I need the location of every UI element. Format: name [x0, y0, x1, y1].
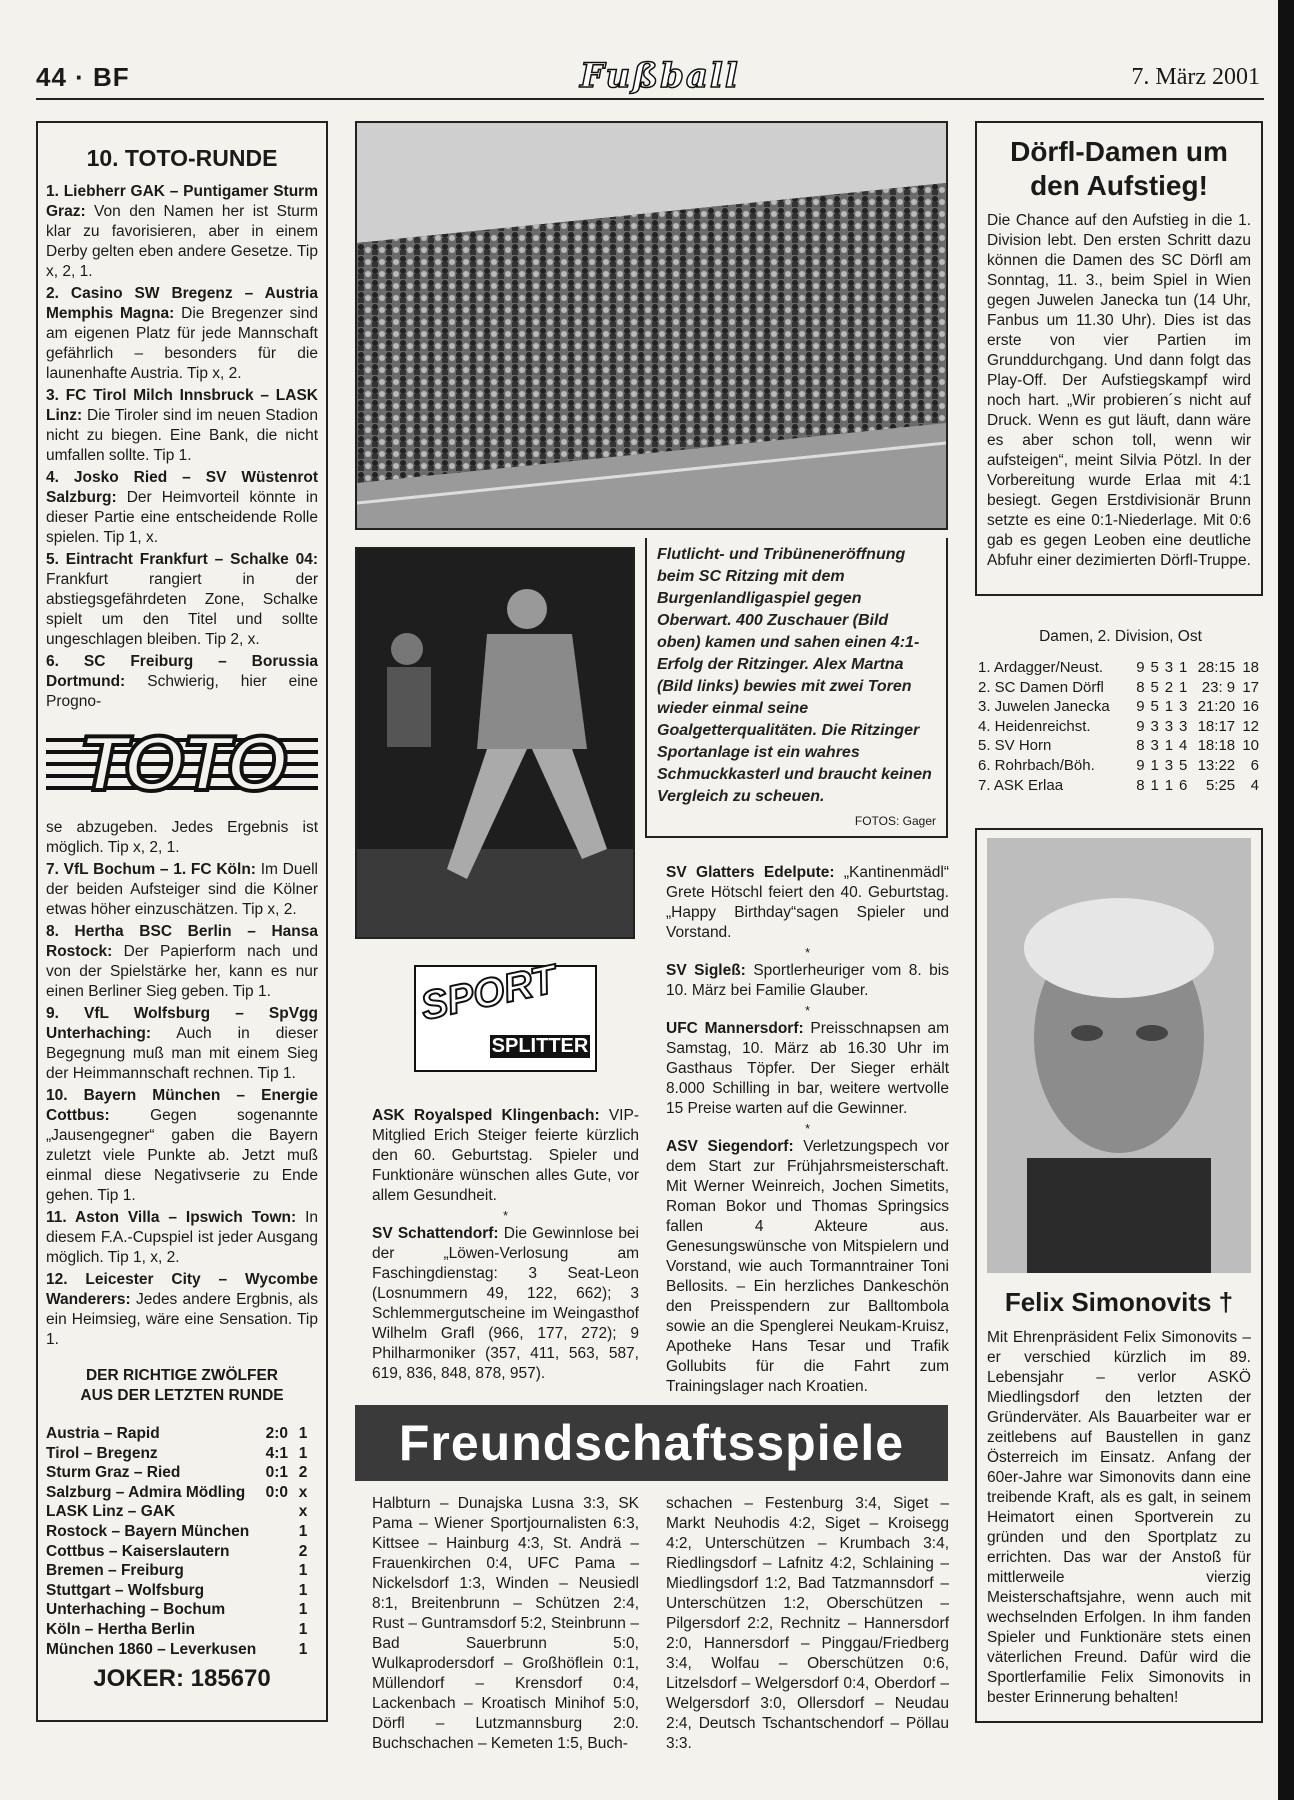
results-match: LASK Linz – GAK — [46, 1503, 176, 1521]
paragraph-heading: 10. Bayern München – Energie Cottbus: — [46, 1087, 318, 1124]
player-photo-image — [357, 549, 633, 937]
results-row — [46, 1542, 318, 1562]
standings-cell: 1 — [1178, 678, 1188, 696]
toto-tips-top — [38, 182, 326, 712]
results-row — [46, 1444, 318, 1464]
table-title: Damen, 2. Division, Ost — [1039, 628, 1202, 645]
toto-box — [36, 121, 328, 1722]
results-tip: 2 — [298, 1464, 308, 1482]
results-tip: 2 — [298, 1542, 308, 1560]
paragraph-heading: 7. VfL Bochum – 1. FC Köln: — [46, 861, 256, 878]
sport-logo-top: SPORT — [416, 957, 561, 1029]
toto-logo — [46, 718, 318, 810]
paragraph-heading: SV Glatters Edelpute: — [666, 864, 835, 881]
paragraph — [46, 860, 318, 920]
joker-number: JOKER: 185670 — [93, 1665, 271, 1693]
standings-cell: 9 — [1136, 717, 1145, 735]
toto-title: 10. TOTO-RUNDE — [86, 145, 278, 171]
results-row — [46, 1502, 318, 1522]
paragraph-text: Gegen sogenannte „Jausengegner“ gaben die Bayern zuletzt viele Punkte ab. Jetzt muß einmal diese Negativserie zu Ende gehen. Tip 1. — [46, 1107, 318, 1204]
obit-box — [975, 828, 1263, 1723]
right-edge-shadow — [1278, 0, 1294, 1800]
friendly-text-1: Halbturn – Dunajska Lusna 3:3, SK Pama – Wiener Sportjournalisten 6:3, Kittsee – Hainburg 4:3, St. Andrä – Frauenkirchen 0:4, UFC Pama – Nickelsdorf 1:3, Winden – Neusiedl 8:1, Breitenbrunn – Schützen 2:4, Rust – Guntramsdorf 5:2, Steinbrunn – Bad Sauerbrunn 5:0, Wulkaprodersdorf – Großhöflein 0:1, Müllendorf – Krensdorf 0:4, Lackenbach – Kroatisch Minihof 5:0, Dörfl – Lutzmannsburg 2:0. Buchschachen – Kemeten 1:5, Buch- — [372, 1495, 639, 1752]
paragraph-heading: 6. SC Freiburg – Borussia Dortmund: — [46, 653, 318, 690]
standings-cell: 3 — [1150, 737, 1159, 755]
photo-caption: Flutlicht- und Tribüneneröffnung beim SC Ritzing mit dem Burgenlandligaspiel gegen Oberwart. 400 Zuschauer (Bild oben) kamen und sahen einen 4:1-Erfolg der Ritzinger. Alex Martna (Bild links) bewies mit zwei Toren wieder einmal seine Goalgetterqualitäten. Die Ritzinger Sportanlage ist ein wahres Schmuckkasterl und braucht keinen Vergleich zu scheuen. — [657, 546, 932, 805]
standings-cell: 5:25 — [1205, 776, 1236, 794]
paragraph-text: Auch in dieser Begegnung muß man mit einem Sieg der Heimmannschaft rechnen. Tip 1. — [46, 1025, 318, 1082]
results-match: Salzburg – Admira Mödling — [46, 1483, 246, 1501]
results-row — [46, 1424, 318, 1444]
standings-cell: 5 — [1150, 698, 1159, 716]
paragraph — [46, 1270, 318, 1350]
standings-cell: 16 — [1242, 698, 1259, 716]
toto-logo-text: TOTO — [79, 719, 285, 807]
standings-cell: 1 — [1164, 698, 1174, 716]
paragraph-text: Von den Namen her ist Sturm klar zu favorisieren, aber in einem Derby gelten eben andere Gesetze. Tip x, 2, 1. — [46, 203, 318, 280]
results-row — [46, 1561, 318, 1581]
paragraph-heading: SV Schattendorf: — [372, 1225, 499, 1242]
paragraph — [46, 550, 318, 650]
doerfl-box — [975, 121, 1263, 596]
standings-cell: 3 — [1150, 717, 1159, 735]
results-title — [38, 1366, 326, 1406]
paragraph-text: Frankfurt rangiert in der abstiegsgefährdeten Zone, Schalke spielt um den Titel und sollte ungeschlagen bleiben. Tip 2, x. — [46, 571, 318, 648]
results-match: Köln – Hertha Berlin — [46, 1620, 195, 1638]
paragraph-text: Jedes andere Ergbnis, als ein Heimsieg, wäre eine Sensation. Tip 1. — [46, 1291, 318, 1348]
paragraph — [666, 1019, 949, 1119]
results-title-line1: DER RICHTIGE ZWÖLFER — [85, 1367, 279, 1384]
paragraph-text: se abzugeben. Jedes Ergebnis ist möglich. Tip x, 2, 1. — [46, 819, 318, 856]
paragraph-text: Im Duell der beiden Aufsteiger sind die Kölner etwas höher einzuschätzen. Tip x, 2. — [46, 861, 318, 918]
paragraph-text: VIP-Mitglied Erich Steiger feierte kürzlich den 60. Geburtstag. Spieler und Funktionäre wünschen alles Gute, vor allem Gesundheit. — [372, 1107, 639, 1204]
paragraph — [46, 182, 318, 282]
paragraph — [46, 652, 318, 712]
paragraph-text: Der Heimvorteil könnte in dieser Partie eine entscheidende Rolle spielen. Tip 1, x. — [46, 489, 318, 546]
standings-cell: 3. Juwelen Janecka — [978, 698, 1110, 716]
standings-cell: 23: 9 — [1201, 678, 1236, 696]
standings-cell: 18:18 — [1197, 737, 1236, 755]
results-score — [265, 1561, 288, 1581]
paragraph-heading: 9. VfL Wolfsburg – SpVgg Unterhaching: — [46, 1005, 318, 1042]
paragraph — [666, 863, 949, 943]
paragraph — [372, 1106, 639, 1206]
paragraph-text: Preisschnapsen am Samstag, 10. März ab 16.30 Uhr im Gasthaus Töpfer. Der Sieger erhält 8.000 Schilling in bar, weitere wertvolle 15 Preise warten auf die Gewinner. — [666, 1020, 949, 1117]
results-score — [265, 1581, 288, 1601]
standings-cell: 12 — [1242, 717, 1259, 735]
standings-cell: 4 — [1178, 737, 1188, 755]
friendly-col-2 — [666, 1494, 949, 1756]
standings-row — [978, 717, 1263, 737]
results-match: Stuttgart – Wolfsburg — [46, 1581, 205, 1599]
sport-logo-bottom: SPLITTER — [491, 1035, 589, 1057]
paragraph-heading: 3. FC Tirol Milch Innsbruck – LASK Linz: — [46, 387, 318, 424]
results-score: 4:1 — [265, 1444, 288, 1462]
standings-cell: 9 — [1136, 698, 1145, 716]
results-tip: 1 — [298, 1581, 308, 1599]
results-score — [265, 1600, 288, 1620]
standings-row — [978, 658, 1263, 678]
results-table — [46, 1424, 318, 1659]
page-number: 44 · BF — [36, 62, 130, 92]
paragraph-heading: SV Sigleß: — [666, 962, 746, 979]
doerfl-title-2: den Aufstieg! — [1030, 170, 1208, 201]
results-tip: 1 — [298, 1444, 308, 1462]
standings-cell: 6 — [1178, 776, 1188, 794]
paragraph-text: „Kantinenmädl“ Grete Hötschl feiert den 40. Geburtstag. „Happy Birthday“sagen Spieler und Vorstand. — [666, 864, 949, 941]
standings-cell: 10 — [1242, 737, 1259, 755]
standings-cell: 1 — [1164, 776, 1174, 794]
paragraph-text: Die Tiroler sind im neuen Stadion nicht zu biegen. Eine Bank, die nicht umfallen sollte. Tip 1. — [46, 407, 318, 464]
standings-cell: 6. Rohrbach/Böh. — [978, 756, 1095, 774]
results-match: Bremen – Freiburg — [46, 1562, 184, 1580]
separator-star: * — [804, 945, 811, 960]
paragraph-text: Die Bregenzer sind am eigenen Platz für jede Mannschaft gefährlich – besonders für die launenhafte Austria. Tip x, 2. — [46, 305, 319, 382]
standings-cell: 1. Ardagger/Neust. — [978, 659, 1104, 676]
sport-splitter-logo — [414, 957, 597, 1072]
paragraph — [46, 284, 318, 384]
separator-star: * — [502, 1208, 509, 1223]
separator-star: * — [804, 1003, 811, 1018]
results-tip: 1 — [298, 1640, 308, 1658]
standings-cell: 3 — [1178, 698, 1188, 716]
paragraph-heading: 11. Aston Villa – Ipswich Town: — [46, 1209, 297, 1226]
portrait-image — [987, 838, 1251, 1273]
standings-cell: 5 — [1178, 756, 1188, 774]
paragraph — [46, 818, 318, 858]
section-title: Fußball — [580, 56, 740, 96]
paragraph-heading: 4. Josko Ried – SV Wüstenrot Salzburg: — [46, 469, 318, 506]
results-score — [265, 1620, 288, 1640]
paragraph-text: Schwierig, hier eine Progno- — [46, 673, 318, 710]
paragraph — [372, 1224, 639, 1384]
results-tip: 1 — [298, 1522, 308, 1540]
standings-cell: 3 — [1164, 756, 1174, 774]
toto-tips-bottom — [38, 818, 326, 1350]
obit-text: Mit Ehrenpräsident Felix Simonovits – er verschied kürzlich im 89. Lebensjahr – verlor ASKÖ Miedlingsdorf den letzten der Gründerväter. Als Bauarbeiter war er zeitlebens auf Baustellen in ganz Österreich im Einsatz. Anfang der 60er-Jahre war Simonovits dann eine treibende Kraft, als es galt, in seinem Heimatort einen Sportverein zu gründen und den Sportplatz zu errichten. Das war der Anstoß für mittlerweile vierzig Meisterschaftsjahre, wenn auch mit wechselnden Erfolgen. In ihm fanden Spieler und Funktionäre stets einen väterlichen Freund. Dafür wird die Sportlerfamilie Felix Simonovits in bester Erinnerung behalten! — [987, 1329, 1251, 1706]
paragraph-heading: 12. Leicester City – Wycombe Wanderers: — [46, 1271, 318, 1308]
standings-row — [978, 697, 1263, 717]
obit-title: Felix Simonovits † — [1004, 1287, 1234, 1317]
obit-portrait — [987, 838, 1251, 1273]
standings-cell: 8 — [1136, 678, 1145, 696]
standings-cell: 28:15 — [1197, 659, 1236, 676]
results-tip: x — [298, 1503, 308, 1521]
stadium-photo — [355, 121, 948, 530]
results-score — [265, 1522, 288, 1542]
standings-cell: 2. SC Damen Dörfl — [978, 678, 1104, 696]
paragraph — [46, 1004, 318, 1084]
standings-row — [978, 776, 1263, 796]
friendly-text-2: schachen – Festenburg 3:4, Siget – Markt Neuhodis 4:2, Siget – Kroisegg 4:2, Unterschützen – Krumbach 3:4, Riedlingsdorf – Lafnitz 4:2, Schlaining – Miedlingsdorf 1:2, Bad Tatzmannsdorf – Unterschützen 1:2, Oberschützen – Pilgersdorf 2:2, Rechnitz – Hannersdorf 2:0, Hannersdorf – Pinggau/Friedberg 3:4, Wolfau – Oberschützen 0:6, Litzelsdorf – Welgersdorf 0:4, Oberdorf – Welgersdorf 3:0, Ollersdorf – Neudau 2:4, Deutsch Tschantschendorf – Pöllau 3:3. — [666, 1495, 949, 1752]
standings-cell: 9 — [1136, 756, 1145, 774]
paragraph — [46, 922, 318, 1002]
paragraph-heading: 2. Casino SW Bregenz – Austria Memphis Magna: — [46, 285, 318, 322]
paragraph-heading: ASV Siegendorf: — [666, 1138, 794, 1155]
standings-cell: 5. SV Horn — [978, 737, 1052, 755]
standings-cell: 21:20 — [1197, 698, 1236, 716]
league-table — [978, 628, 1263, 795]
results-match: Cottbus – Kaiserslautern — [46, 1542, 230, 1560]
results-match: Unterhaching – Bochum — [46, 1601, 226, 1619]
friendly-col-1 — [372, 1494, 639, 1756]
results-match: Rostock – Bayern München — [46, 1522, 250, 1540]
standings-cell: 3 — [1164, 717, 1174, 735]
standings-cell: 8 — [1136, 737, 1145, 755]
separator-star: * — [804, 1121, 811, 1136]
standings-cell: 4 — [1250, 776, 1259, 794]
results-row — [46, 1581, 318, 1601]
paragraph — [46, 1086, 318, 1206]
paragraph-text: Sportlerheuriger vom 8. bis 10. März bei Familie Glauber. — [666, 962, 949, 999]
paragraph — [46, 1208, 318, 1268]
paragraph-text: Die Gewinnlose bei der „Löwen-Verlosung am Faschingdienstag: 3 Seat-Leon (Losnummern 49, 122, 662); 3 Schlemmergutscheine im Weingasthof Wilhelm Grafl (966, 177, 272); 9 Philharmoniker (357, 411, 563, 587, 619, 836, 848, 878, 957). — [372, 1225, 639, 1382]
photo-credit: FOTOS: Gager — [854, 814, 936, 828]
standings-cell: 4. Heidenreichst. — [978, 717, 1091, 735]
results-tip: 1 — [298, 1425, 308, 1442]
standings-cell: 7. ASK Erlaa — [978, 776, 1064, 794]
standings-cell: 8 — [1136, 776, 1145, 794]
header-rule — [36, 98, 1264, 100]
paragraph-heading: UFC Mannersdorf: — [666, 1020, 804, 1037]
paragraph — [666, 961, 949, 1001]
standings-cell: 13:22 — [1197, 756, 1236, 774]
doerfl-title-1: Dörfl-Damen um — [1010, 136, 1228, 167]
results-tip: x — [298, 1483, 308, 1501]
paragraph-heading: ASK Royalsped Klingenbach: — [372, 1107, 600, 1124]
results-tip: 1 — [298, 1562, 308, 1580]
paragraph-text: In diesem F.A.-Cupspiel ist jeder Ausgang möglich. Tip 1, x, 2. — [46, 1209, 318, 1266]
results-row — [46, 1463, 318, 1483]
results-match: Tirol – Bregenz — [46, 1444, 158, 1462]
standings-cell: 3 — [1164, 659, 1174, 676]
standings-cell: 1 — [1150, 756, 1159, 774]
paragraph-heading: 1. Liebherr GAK – Puntigamer Sturm Graz: — [46, 183, 318, 220]
paragraph-heading: 5. Eintracht Frankfurt – Schalke 04: — [46, 551, 318, 568]
standings-cell: 5 — [1150, 659, 1159, 676]
splitter-left — [372, 1106, 639, 1386]
standings-cell: 2 — [1164, 678, 1174, 696]
standings-row — [978, 736, 1263, 756]
standings-row — [978, 678, 1263, 698]
standings-cell: 1 — [1178, 659, 1188, 676]
standings-cell: 6 — [1250, 756, 1259, 774]
results-tip: 1 — [298, 1601, 308, 1619]
results-row — [46, 1640, 318, 1660]
results-score — [265, 1640, 288, 1660]
results-score: 0:0 — [265, 1483, 288, 1501]
standings-cell: 9 — [1136, 659, 1145, 676]
paragraph-text: Der Papierform nach und von der Spielstärke her, kann es nur einen Berliner Sieg geben. Tip 1. — [46, 943, 318, 1000]
results-tip: 1 — [298, 1620, 308, 1638]
issue-date: 7. März 2001 — [1131, 64, 1260, 90]
standings-table — [978, 658, 1263, 795]
results-score: 2:0 — [265, 1425, 288, 1442]
standings-cell: 1 — [1164, 737, 1174, 755]
standings-cell: 18 — [1242, 659, 1259, 676]
paragraph-heading: 8. Hertha BSC Berlin – Hansa Rostock: — [46, 923, 318, 960]
results-row — [46, 1483, 318, 1503]
paragraph-text: Verletzungspech vor dem Start zur Frühjahrsmeisterschaft. Mit Werner Weinreich, Jochen Simetits, Roman Bokor und Thomas Springsics fallen 4 Akteure aus. Genesungswünsche von Mitspielern und Vorstand, wie auch Tormanntrainer Toni Bellosits. – Ein herzliches Dankeschön den Preisspendern zur Balltombola sowie an die Spenglerei Neukam-Kruisz, Apotheke Hans Tesar und Trafik Gollubits für die Fahrt zum Trainingslager nach Kroatien. — [666, 1138, 949, 1395]
splitter-right — [666, 863, 949, 1399]
results-match: Sturm Graz – Ried — [46, 1464, 181, 1482]
results-score: 0:1 — [265, 1464, 288, 1482]
stadium-photo-image — [357, 123, 946, 528]
results-row — [46, 1600, 318, 1620]
results-title-line2: AUS DER LETZTEN RUNDE — [80, 1387, 284, 1404]
standings-cell: 17 — [1242, 678, 1259, 696]
results-match: Austria – Rapid — [46, 1425, 160, 1442]
standings-cell: 5 — [1150, 678, 1159, 696]
standings-row — [978, 756, 1263, 776]
results-match: München 1860 – Leverkusen — [46, 1640, 257, 1658]
results-score — [265, 1502, 288, 1522]
results-row — [46, 1620, 318, 1640]
player-photo — [355, 547, 635, 939]
standings-cell: 1 — [1150, 776, 1159, 794]
results-row — [46, 1522, 318, 1542]
results-score — [265, 1542, 288, 1562]
standings-cell: 18:17 — [1197, 717, 1236, 735]
paragraph — [46, 386, 318, 466]
friendly-banner: Freundschaftsspiele — [355, 1405, 948, 1481]
photo-caption-box — [645, 538, 948, 838]
standings-cell: 3 — [1178, 717, 1188, 735]
paragraph — [666, 1137, 949, 1397]
doerfl-text: Die Chance auf den Aufstieg in die 1. Division lebt. Den ersten Schritt dazu können die Damen des SC Dörfl am Sonntag, 11. 3., beim Spiel in Wien gegen Juwelen Janecka tun (14 Uhr, Fanbus um 11.30 Uhr). Dies ist das erste von vier Partien im Grunddurchgang. Und dann folgt das Play-Off. Der Aufstiegskampf wird noch hart. „Wir probieren´s nicht auf Druck. Wenn es gut läuft, dann wäre es aber schon toll, wenn wir aufsteigen“, meint Silvia Pötzl. In der Vorbereitung wurde Erlaa mit 4:1 besiegt. Gegen Erstdivisionär Brunn setzte es eine 0:1-Niederlage. Mit 0:6 gab es gegen Leoben eine deutliche Abfuhr einer dezimierten Dörfl-Truppe. — [987, 212, 1251, 569]
paragraph — [46, 468, 318, 548]
